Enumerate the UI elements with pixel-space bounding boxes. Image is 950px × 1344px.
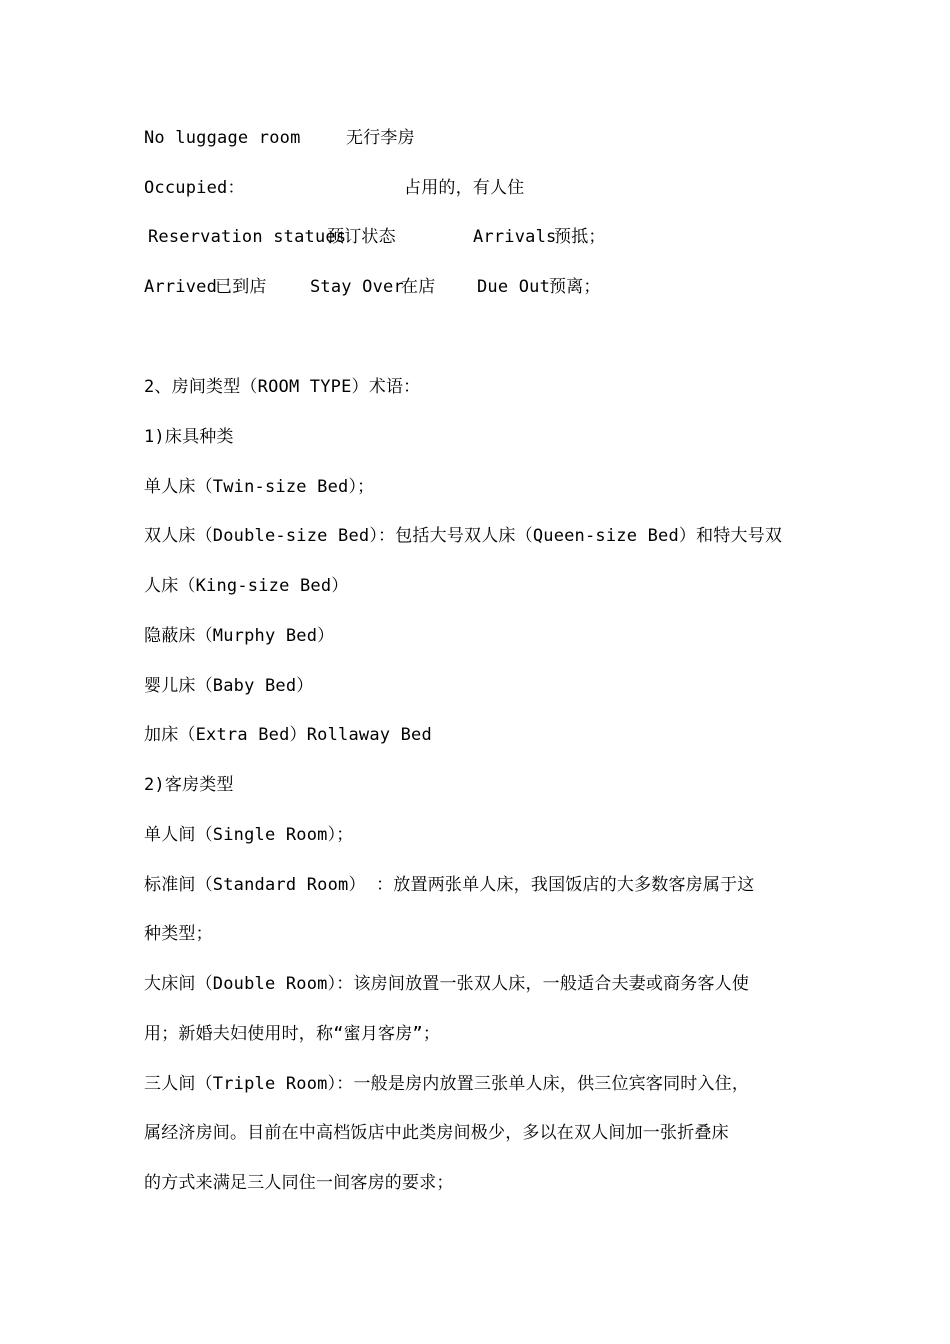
room-standard-line1: 标准间（Standard Room） ：放置两张单人床，我国饭店的大多数客房属于这 <box>144 875 755 895</box>
bed-double-line1: 双人床（Double-size Bed）：包括大号双人床（Queen-size Bed）和特大号双 <box>144 526 783 546</box>
subsection-heading-beds: 1)床具种类 <box>144 427 234 447</box>
term-en: Stay Over <box>310 277 404 297</box>
room-triple-line2: 属经济房间。目前在中高档饭店中此类房间极少，多以在双人间加一张折叠床 <box>144 1123 729 1143</box>
bed-twin: 单人床（Twin-size Bed）； <box>144 477 375 497</box>
term-zh: 在店 <box>401 277 436 297</box>
term-en: No luggage room <box>144 128 301 148</box>
subsection-heading-rooms: 2)客房类型 <box>144 775 234 795</box>
bed-baby: 婴儿床（Baby Bed） <box>144 676 314 696</box>
room-single: 单人间（Single Room）； <box>144 825 354 845</box>
bed-murphy: 隐蔽床（Murphy Bed） <box>144 626 335 646</box>
term-en: Due Out <box>477 277 551 297</box>
room-double-line2: 用；新婚夫妇使用时，称“蜜月客房”； <box>144 1024 441 1044</box>
term-zh: 预离； <box>549 277 601 297</box>
term-zh: 预订状态 <box>327 227 396 247</box>
term-zh: 无行李房 <box>346 128 415 148</box>
bed-double-line2: 人床（King-size Bed） <box>144 576 349 596</box>
room-triple-line1: 三人间（Triple Room）：一般是房内放置三张单人床，供三位宾客同时入住， <box>144 1074 750 1094</box>
section-heading: 2、房间类型（ROOM TYPE）术语： <box>144 377 421 397</box>
term-zh: 占用的，有人住 <box>404 178 525 198</box>
term-en: Occupied： <box>144 178 245 198</box>
term-zh: 已到店 <box>215 277 267 297</box>
term-en: Arrivals <box>473 227 557 247</box>
room-triple-line3: 的方式来满足三人同住一间客房的要求； <box>144 1173 454 1193</box>
room-standard-line2: 种类型； <box>144 924 213 944</box>
term-zh: 预抵； <box>554 227 606 247</box>
term-en: Reservation statues <box>148 227 347 247</box>
term-en: Arrived <box>144 277 218 297</box>
bed-extra: 加床（Extra Bed）Rollaway Bed <box>144 725 432 745</box>
room-double-line1: 大床间（Double Room）：该房间放置一张双人床，一般适合夫妻或商务客人使 <box>144 974 750 994</box>
